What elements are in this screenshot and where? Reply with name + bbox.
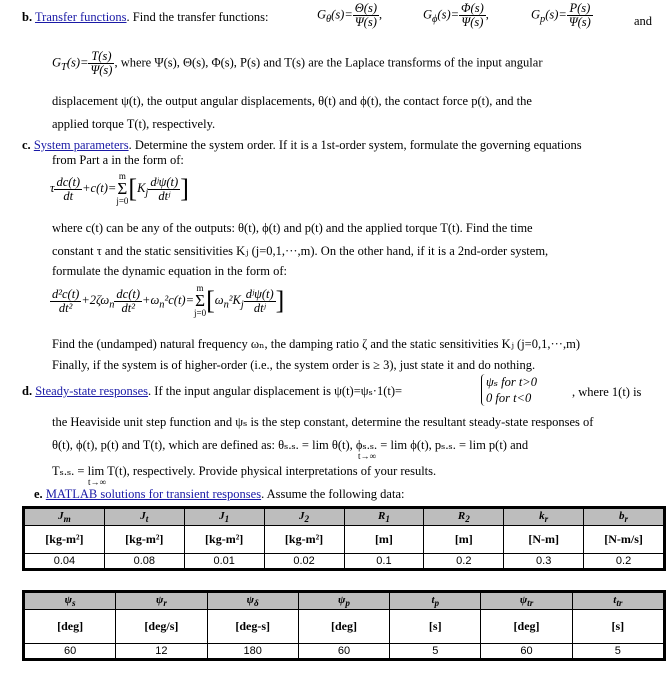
- table1-unit-row: [25, 526, 664, 554]
- part-e-line1: [34, 487, 404, 502]
- gp-num: P(s): [567, 2, 593, 16]
- eq2-num1: d²c(t): [52, 286, 80, 301]
- table1-value: 0.1: [344, 554, 424, 569]
- part-d-line1-end: , where 1(t) is: [572, 385, 642, 399]
- table2-unit: [deg]: [298, 610, 389, 644]
- table2-unit: [deg-s]: [207, 610, 298, 644]
- table2-header: $\psi_{tr}$: [481, 593, 572, 610]
- part-b-label: b.: [22, 10, 33, 24]
- gtheta-sub: θ: [326, 13, 332, 25]
- table1-header: $k_r$: [504, 509, 584, 526]
- eq2-num2: dc(t): [116, 286, 141, 301]
- part-d-label: d.: [22, 384, 33, 398]
- table2-header: $\psi_s$: [25, 593, 116, 610]
- matlab-link[interactable]: MATLAB solutions for transient responses: [45, 487, 262, 501]
- table2-unit: [s]: [572, 610, 663, 644]
- gt-num: T(s): [88, 50, 114, 64]
- lim-subscript: t→∞: [358, 451, 376, 461]
- table2-header: $\psi_p$: [298, 593, 389, 610]
- eq2-omega-sub: n: [223, 299, 229, 311]
- table2-value: 5: [390, 644, 481, 659]
- eq2-a-sub: n: [109, 299, 115, 311]
- first-order-equation: τ $\frac{dc(t)}{dt}$ +c(t)=m Σ $j=0[K_j$ $\frac{\text{dʲψ(t)}}{\text{dtʲ}}$ ]: [50, 171, 189, 206]
- table2-header: $\psi_r$: [116, 593, 207, 610]
- eq2-den2: dt²: [121, 300, 135, 315]
- table1-unit: [N-m]: [504, 526, 584, 554]
- table1-unit: [kg-m²]: [104, 526, 184, 554]
- table1-value: 0.2: [424, 554, 504, 569]
- table2-value-row: [25, 644, 664, 659]
- gphi-den: Ψ(s): [461, 15, 484, 29]
- eq1-den2: dtʲ: [158, 188, 171, 203]
- eq1-num2: dʲψ(t): [150, 174, 179, 189]
- part-d-para3: θ(t), ϕ(t), p(t) and T(t), which are defined as: θₛ.ₛ. = lim θ(t), ϕₛ.ₛ. = lim ϕ(t), pₛ.ₛ. = lim p(t) and: [52, 438, 529, 452]
- eq1-sum-bot: j=0: [116, 196, 129, 206]
- gphi-formula: $G_\phi(s)=$ $\frac{\Phi(s)}{\Psi(s)}$ ,: [423, 1, 489, 29]
- eq1-mid: +c(t)=: [82, 180, 117, 195]
- eq2-k-sub: j: [240, 299, 244, 311]
- table2-header: $\psi_\delta$: [207, 593, 298, 610]
- table1-value: 0.01: [184, 554, 264, 569]
- table2-value: 5: [572, 644, 663, 659]
- table1-unit: [m]: [424, 526, 504, 554]
- steady-state-link[interactable]: Steady-state responses: [35, 384, 149, 398]
- part-b-line1: [22, 10, 269, 25]
- table1-value: 0.08: [104, 554, 184, 569]
- table1-header: $R_2$: [424, 509, 504, 526]
- table2-unit: [deg]: [25, 610, 116, 644]
- table2-unit: [s]: [390, 610, 481, 644]
- eq2-num3: dʲψ(t): [245, 286, 274, 301]
- eq2-den1: dt²: [58, 300, 73, 315]
- table1-unit: [kg-m²]: [184, 526, 264, 554]
- table2-header: $t_p$: [390, 593, 481, 610]
- gp-den: Ψ(s): [568, 15, 591, 29]
- part-b-line2: , where Ψ(s), Θ(s), Φ(s), P(s) and T(s) are the Laplace transforms of the input angular: [114, 55, 543, 70]
- table1-header: $J_m$: [25, 509, 105, 526]
- part-c-para1: where c(t) can be any of the outputs: θ(t), ϕ(t) and p(t) and the applied torque T(t). Find the time: [52, 221, 533, 235]
- table2-value: 60: [25, 644, 116, 659]
- table2-header-row: [25, 593, 664, 610]
- eq2-b: +ω: [142, 292, 160, 307]
- gp-sub: p: [540, 13, 546, 25]
- gphi-num: Φ(s): [461, 1, 484, 15]
- part-c-para5: Finally, if the system is of higher-order (i.e., the system order is ≥ 3), just state it and do nothing.: [52, 358, 536, 372]
- table1-unit: [m]: [344, 526, 424, 554]
- table2-unit: [deg]: [481, 610, 572, 644]
- gp-formula: $G_p(s)=$ $\frac{P(s)}{\Psi(s)}$: [531, 1, 591, 29]
- part-b-line4: applied torque T(t), respectively.: [52, 117, 216, 131]
- tau-symbol: τ: [50, 180, 55, 195]
- table2-value: 12: [116, 644, 207, 659]
- table1-unit: [kg-m²]: [264, 526, 344, 554]
- eq2-b-sub: n: [159, 299, 165, 311]
- table2-header: $t_{tr}$: [572, 593, 663, 610]
- gt-formula: $G_T(s)=$ $\frac{T(s)}{\Psi(s)}$ , where Ψ(s), Θ(s), Φ(s), P(s) and T(s) are the Laplace transforms of the input angular: [52, 49, 543, 77]
- table1-value: 0.04: [25, 554, 105, 569]
- table2-unit-row: [25, 610, 664, 644]
- eq2-sum-top: m: [196, 283, 204, 293]
- data-table-1: [22, 506, 666, 571]
- gtheta-den: Ψ(s): [354, 15, 377, 29]
- eq2-omega: ω: [214, 292, 224, 307]
- lim-subscript-2: t→∞: [88, 477, 106, 487]
- part-d-para4: Tₛ.ₛ. = lim T(t), respectively. Provide physical interpretations of your results.: [52, 464, 437, 478]
- eq1-k: K: [137, 180, 146, 195]
- part-c-para2: constant τ and the static sensitivities Kⱼ (j=0,1,···,m). On the other hand, if it is a 2nd-order system,: [52, 244, 549, 258]
- transfer-functions-link[interactable]: Transfer functions: [34, 10, 127, 24]
- table1-header: $b_r$: [584, 509, 664, 526]
- part-e-intro: . Assume the following data:: [261, 487, 405, 501]
- part-c-line1: [22, 138, 582, 153]
- table2-value: 60: [481, 644, 572, 659]
- table1-value-row: [25, 554, 664, 569]
- table1-value: 0.3: [504, 554, 584, 569]
- table1-value: 0.02: [264, 554, 344, 569]
- second-order-equation: $\frac{\text{d²c(t)}}{\text{dt²}}$ $+2\zeta\omega_n$ $\frac{dc(t)}{\text{dt²}}$ $+\omega_n^2c(t)=m$ Σ $j=0[\omega_n^2K_j$ $\frac{\text{dʲψ(t)}}{\text{dtʲ}}$ ]: [52, 283, 285, 318]
- part-d-line1: [22, 383, 402, 399]
- part-c-para4: Find the (undamped) natural frequency ωₙ, the damping ratio ζ and the static sensitivities Kⱼ (j=0,1,···,m): [52, 337, 580, 351]
- part-c-line2: from Part a in the form of:: [52, 153, 184, 167]
- part-d-intro: . If the input angular displacement is ψ(t)=ψₛ·1(t)=: [148, 384, 403, 398]
- gtheta-num: Θ(s): [354, 1, 377, 15]
- data-table-2: [22, 590, 666, 661]
- part-e-label: e.: [34, 487, 43, 501]
- eq2-a: +2ζω: [81, 292, 110, 307]
- table2-value: 180: [207, 644, 298, 659]
- gtheta-formula: $G_\theta(s)=$ $\frac{\Theta(s)}{\Psi(s)}$ ,: [317, 1, 383, 29]
- gtheta-symbol: G: [317, 7, 327, 22]
- case-negative: 0 for t<0: [486, 391, 532, 405]
- part-c-para3: formulate the dynamic equation in the form of:: [52, 264, 287, 278]
- eq1-den: dt: [63, 188, 74, 203]
- piecewise-cases: [481, 374, 537, 406]
- table1-value: 0.2: [584, 554, 664, 569]
- eq2-sum-bot: j=0: [194, 308, 207, 318]
- part-c-intro: . Determine the system order. If it is a 1st-order system, formulate the governing equations: [128, 138, 582, 152]
- table1-header: $J_1$: [184, 509, 264, 526]
- part-b-intro: . Find the transfer functions:: [126, 10, 269, 24]
- and-text: and: [634, 14, 653, 28]
- table1-unit: [kg-m²]: [25, 526, 105, 554]
- table1-header-row: [25, 509, 664, 526]
- table1-header: $R_1$: [344, 509, 424, 526]
- gt-sub: T: [61, 61, 67, 73]
- eq1-sum-top: m: [118, 171, 126, 181]
- eq1-k-sub: j: [145, 187, 149, 199]
- eq2-c: ²c(t)=: [164, 292, 195, 307]
- eq2-k: ²K: [228, 292, 241, 307]
- table1-unit: [N-m/s]: [584, 526, 664, 554]
- table1-header: $J_t$: [104, 509, 184, 526]
- part-b-line3: displacement ψ(t), the output angular displacements, θ(t) and ϕ(t), the contact force p(t), and the: [52, 94, 532, 108]
- part-c-label: c.: [22, 138, 31, 152]
- table2-unit: [deg/s]: [116, 610, 207, 644]
- case-positive: ψₛ for t>0: [486, 375, 537, 389]
- gt-den: Ψ(s): [90, 63, 113, 77]
- eq2-den3: dtʲ: [253, 300, 266, 315]
- table1-header: $J_2$: [264, 509, 344, 526]
- table2-value: 60: [298, 644, 389, 659]
- gphi-sub: ϕ: [432, 13, 438, 25]
- eq1-num: dc(t): [56, 174, 81, 189]
- system-parameters-link[interactable]: System parameters: [33, 138, 129, 152]
- part-d-para2: the Heaviside unit step function and ψₛ is the step constant, determine the resultant steady-state responses of: [52, 415, 594, 429]
